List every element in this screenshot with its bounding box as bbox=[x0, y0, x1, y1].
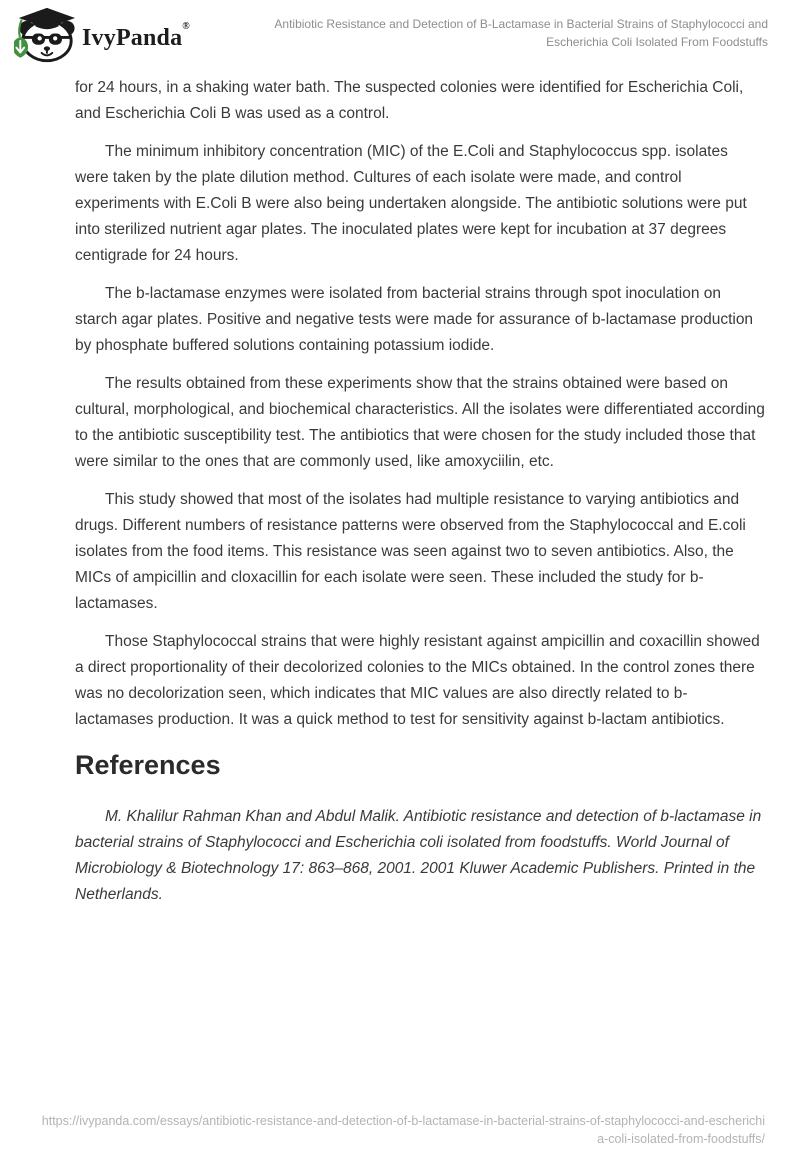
document-title-line1: Antibiotic Resistance and Detection of B-Lactamase in Bacterial Strains of Staphylococci and bbox=[274, 17, 768, 31]
footer-url: https://ivypanda.com/essays/antibiotic-resistance-and-detection-of-b-lactamase-in-bacterial-strains-of-staphylococci-and-escherichia-coli-isolated-from-foodstuffs/ bbox=[41, 1114, 765, 1146]
paragraph: The results obtained from these experiments show that the strains obtained were based on cultural, morphological, and biochemical characteristics. All the isolates were differentiated according to the antibiotic susceptibility test. The antibiotics that were chosen for the study included those that were similar to the ones that are commonly used, like amoxyciilin, etc. bbox=[75, 375, 765, 470]
document-body bbox=[75, 65, 765, 908]
paragraph: for 24 hours, in a shaking water bath. The suspected colonies were identified for Escherichia Coli, and Escherichia Coli B was used as a control. bbox=[75, 79, 744, 122]
document-title bbox=[274, 15, 768, 51]
reference-entry: M. Khalilur Rahman Khan and Abdul Malik. Antibiotic resistance and detection of b-lactamase in bacterial strains of Staphylococci and Escherichia coli isolated from foodstuffs. World Journal of Microbiology & Biotechnology 17: 863–868, 2001. 2001 Kluwer Academic Publishers. Printed in the Netherlands. bbox=[75, 808, 762, 903]
brand-name: IvyPanda® bbox=[82, 21, 190, 51]
registered-trademark-mark: ® bbox=[182, 21, 190, 32]
paragraph: This study showed that most of the isolates had multiple resistance to varying antibiotics and drugs. Different numbers of resistance patterns were observed from the Staphylococcal and E.coli isolates from the food items. This resistance was seen against two to seven antibiotics. Also, the MICs of ampicillin and cloxacillin for each isolate were seen. These included the study for b-lactamases. bbox=[75, 491, 746, 612]
paragraph: The minimum inhibitory concentration (MIC) of the E.Coli and Staphylococcus spp. isolates were taken by the plate dilution method. Cultures of each isolate were made, and control experiments with E.Coli B were also being undertaken alongside. The antibiotic solutions were put into sterilized nutrient agar plates. The inoculated plates were kept for incubation at 37 degrees centigrade for 24 hours. bbox=[75, 143, 747, 264]
page-header bbox=[0, 0, 800, 65]
brand-logo bbox=[14, 7, 190, 63]
paragraph: The b-lactamase enzymes were isolated from bacterial strains through spot inoculation on starch agar plates. Positive and negative tests were made for assurance of b-lactamase production by phosphate buffered solutions containing potassium iodide. bbox=[75, 285, 754, 354]
references-heading: References bbox=[75, 750, 221, 780]
paragraph: Those Staphylococcal strains that were highly resistant against ampicillin and coxacillin showed a direct proportionality of their decolorized colonies to the MICs obtained. In the control zones there was no decolorization seen, which indicates that MIC values are also directly related to b-lactamases production. It was a quick method to test for sensitivity against b-lactam antibiotics. bbox=[75, 633, 760, 728]
document-title-line2: Escherichia Coli Isolated From Foodstuffs bbox=[546, 35, 768, 49]
panda-graduation-cap-icon bbox=[14, 7, 76, 63]
